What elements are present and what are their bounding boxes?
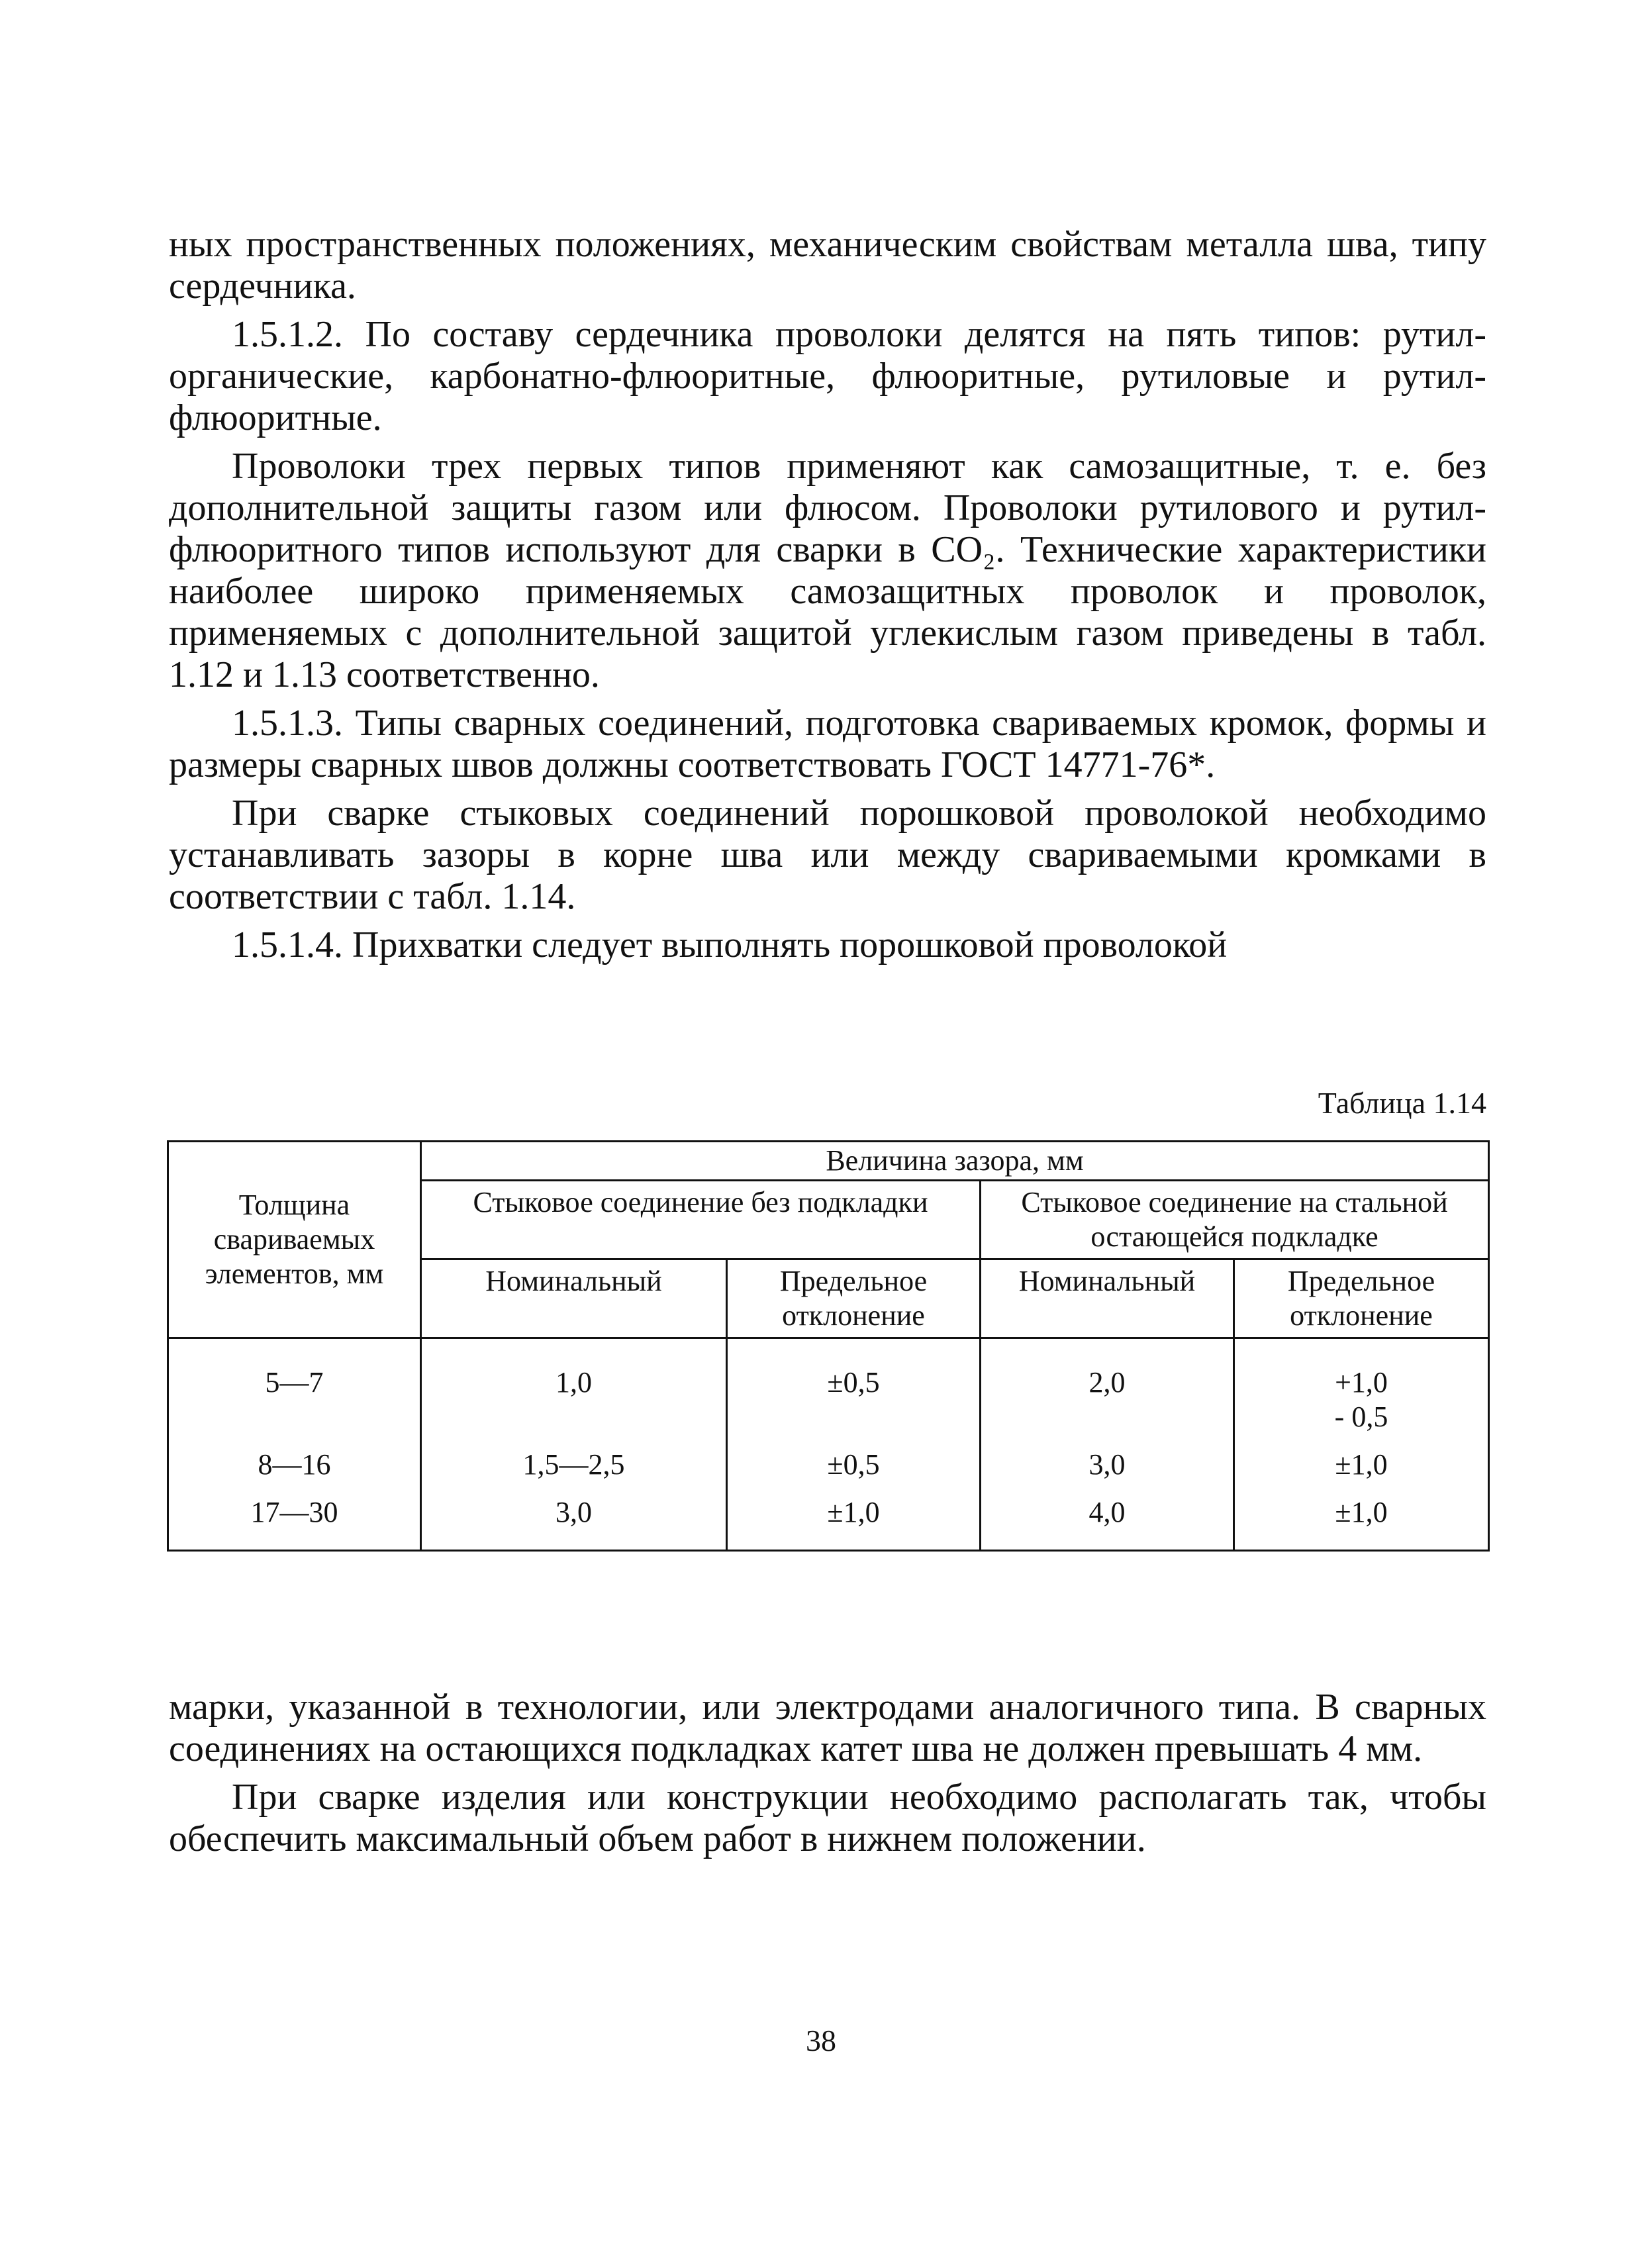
cell-nominal-1: 1,0 xyxy=(421,1338,727,1442)
cell-deviation-2: ±1,0 xyxy=(1234,1441,1489,1489)
table-row xyxy=(168,1441,1489,1489)
table-row xyxy=(168,1338,1489,1442)
paragraph-1-5-1-4: 1.5.1.4. Прихватки следует выполнять порошковой проволокой xyxy=(232,924,1228,965)
cell-nominal-2: 4,0 xyxy=(981,1489,1234,1551)
header-gap-size: Величина зазора, мм xyxy=(421,1142,1489,1181)
cell-nominal-1: 3,0 xyxy=(421,1489,727,1551)
paragraph-tack-continuation: марки, указанной в технологии, или электродами аналогичного типа. В сварных соединениях на остающихся подкладках катет шва не должен превышать 4 мм. xyxy=(169,1687,1486,1769)
header-deviation-2: Предельное отклонение xyxy=(1234,1259,1489,1338)
cell-deviation-1: ±0,5 xyxy=(727,1441,981,1489)
header-nominal-1: Номинальный xyxy=(421,1259,727,1338)
header-joint-steel-backing: Стыковое соединение на стальной остающейся подкладке xyxy=(981,1181,1489,1259)
cell-deviation-2-upper: +1,0 xyxy=(1335,1366,1388,1399)
cell-thickness: 8—16 xyxy=(168,1441,421,1489)
table-row xyxy=(168,1489,1489,1551)
header-deviation-1: Предельное отклонение xyxy=(727,1259,981,1338)
cell-nominal-2: 2,0 xyxy=(981,1338,1234,1442)
header-thickness: Толщина свариваемых элементов, мм xyxy=(168,1142,421,1338)
gap-table-wrapper xyxy=(167,1140,1488,1552)
cell-deviation-2: ±1,0 xyxy=(1234,1489,1489,1551)
cell-deviation-2-lower: - 0,5 xyxy=(1334,1401,1388,1433)
cell-deviation-2 xyxy=(1234,1338,1489,1442)
body-text-top xyxy=(169,224,1486,973)
cell-deviation-1: ±1,0 xyxy=(727,1489,981,1551)
gap-table xyxy=(167,1140,1490,1552)
cell-deviation-1: ±0,5 xyxy=(727,1338,981,1442)
cell-nominal-2: 3,0 xyxy=(981,1441,1234,1489)
cell-thickness: 17—30 xyxy=(168,1489,421,1551)
cell-nominal-1: 1,5—2,5 xyxy=(421,1441,727,1489)
paragraph-1-5-1-3: 1.5.1.3. Типы сварных соединений, подготовка свариваемых кромок, формы и размеры сварных швов должны соответствовать ГОСТ 14771-76*. xyxy=(169,703,1486,785)
header-joint-no-backing: Стыковое соединение без подкладки xyxy=(421,1181,981,1259)
body-text-bottom xyxy=(169,1687,1486,1867)
table-caption: Таблица 1.14 xyxy=(1318,1086,1486,1120)
paragraph-wire-types: Проволоки трех первых типов применяют как самозащитные, т. е. без дополнительной защиты газом или флюсом. Проволоки рутилового и рутил-флюоритного типов используют для сварки в CO₂. Технические характеристики наиболее широко применяемых самозащитных проволок и проволок, применяемых с дополнительной защитой углекислым газом приведены в табл. 1.12 и 1.13 соответственно. xyxy=(169,446,1486,695)
header-nominal-2: Номинальный xyxy=(981,1259,1234,1338)
paragraph-continuation: ных пространственных положениях, механическим свойствам металла шва, типу сердечника. xyxy=(169,224,1486,307)
paragraph-gaps: При сварке стыковых соединений порошковой проволокой необходимо устанавливать зазоры в корне шва или между свариваемыми кромками в соответствии с табл. 1.14. xyxy=(169,793,1486,917)
paragraph-position: При сварке изделия или конструкции необходимо располагать так, чтобы обеспечить максимальный объем работ в нижнем положении. xyxy=(169,1777,1486,1859)
cell-thickness: 5—7 xyxy=(168,1338,421,1442)
page-number: 38 xyxy=(806,2024,836,2057)
paragraph-1-5-1-2: 1.5.1.2. По составу сердечника проволоки делятся на пять типов: рутил-органические, карбонатно-флюоритные, флюоритные, рутиловые и рутил-флюоритные. xyxy=(169,314,1486,438)
